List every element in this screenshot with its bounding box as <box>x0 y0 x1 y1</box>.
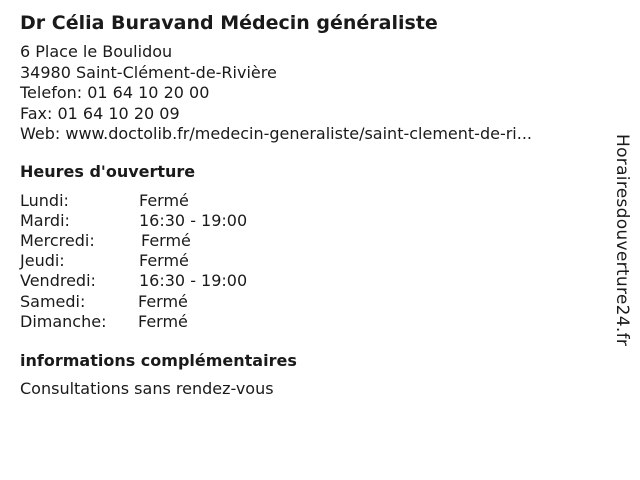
hours-row-mardi <box>20 211 600 231</box>
hours-day: Mercredi: <box>20 230 95 250</box>
page-title: Dr Célia Buravand Médecin généraliste <box>20 12 438 34</box>
street-address: 6 Place le Boulidou <box>20 42 173 61</box>
additional-info-text: Consultations sans rendez-vous <box>20 378 274 398</box>
hours-time: 16:30 - 19:00 <box>139 271 248 291</box>
hours-day: Dimanche: <box>20 311 107 331</box>
city-address: 34980 Saint-Clément-de-Rivière <box>20 62 277 82</box>
opening-hours-table <box>20 191 600 332</box>
hours-row-vendredi <box>20 271 600 291</box>
website-link[interactable]: Web: www.doctolib.fr/medecin-generaliste/saint-clement-de-ri... <box>20 124 532 143</box>
phone-number[interactable]: Telefon: 01 64 10 20 00 <box>20 83 210 102</box>
fax-number: Fax: 01 64 10 20 09 <box>20 103 180 123</box>
site-brand-vertical: Horairesdouverture24.fr <box>612 134 632 347</box>
hours-day: Vendredi: <box>20 271 96 291</box>
contact-block <box>20 42 600 145</box>
hours-day: Jeudi: <box>20 251 65 271</box>
hours-row-dimanche <box>20 312 600 332</box>
hours-time: Fermé <box>141 230 191 250</box>
hours-row-lundi <box>20 191 600 211</box>
additional-info-heading: informations complémentaires <box>20 350 297 370</box>
hours-day: Mardi: <box>20 210 70 230</box>
hours-row-samedi <box>20 292 600 312</box>
hours-time: Fermé <box>139 251 189 271</box>
listing-content <box>20 10 600 400</box>
hours-time: 16:30 - 19:00 <box>139 210 248 230</box>
hours-day: Lundi: <box>20 190 69 210</box>
opening-hours-heading: Heures d'ouverture <box>20 161 196 181</box>
hours-time: Fermé <box>139 190 189 210</box>
hours-time: Fermé <box>138 311 188 331</box>
hours-time: Fermé <box>138 291 188 311</box>
hours-row-mercredi <box>20 231 600 251</box>
hours-row-jeudi <box>20 251 600 271</box>
hours-day: Samedi: <box>20 291 86 311</box>
